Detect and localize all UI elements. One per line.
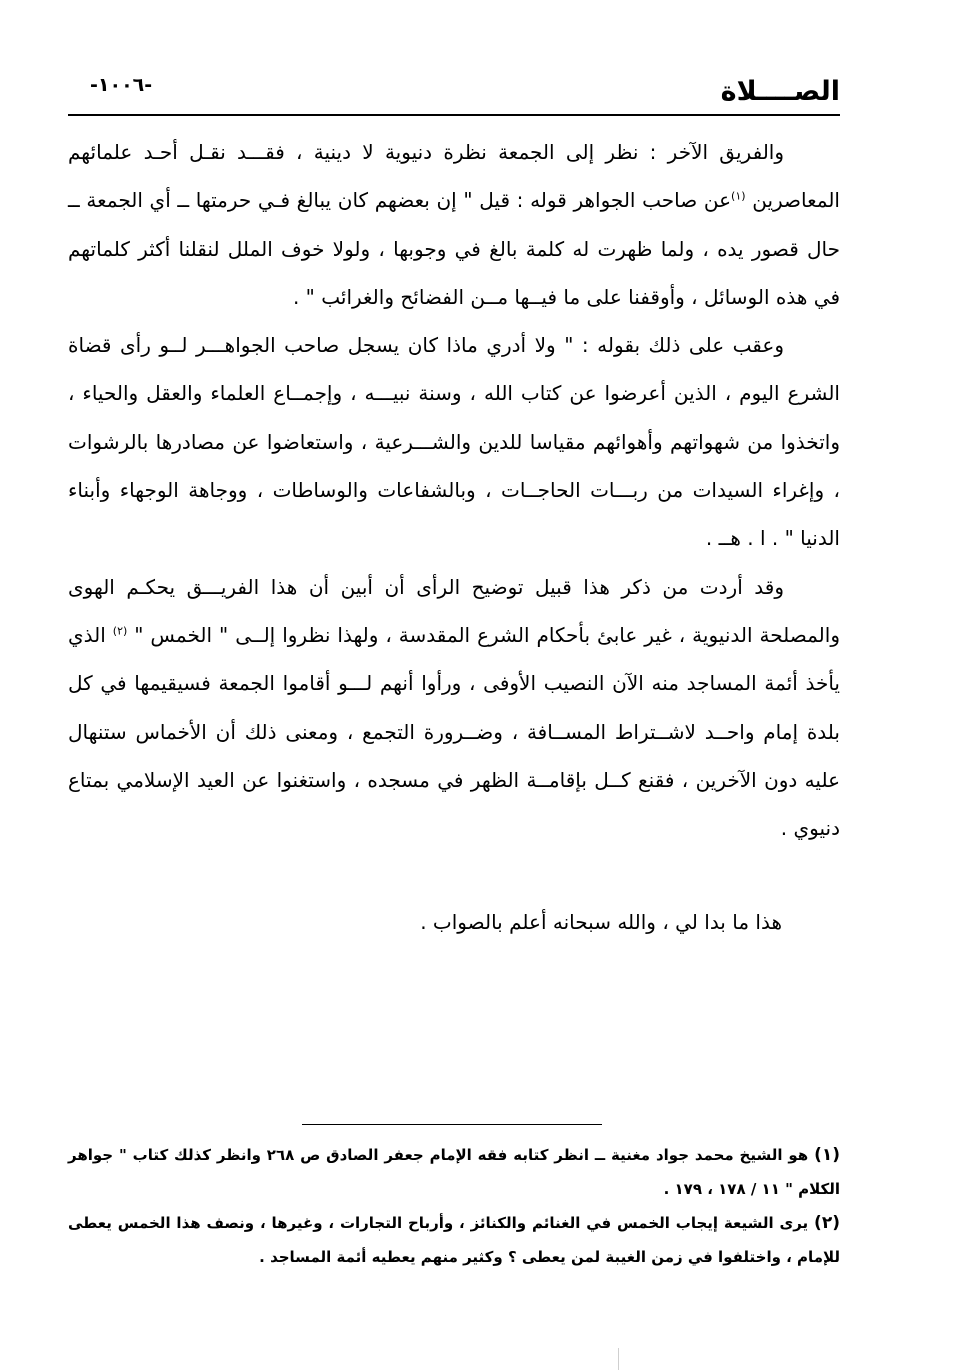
footnote-text: يرى الشيعة إيجاب الخمس في الغنائم والكنائز ، وأرباح التجارات ، وغيرها ، ونصف هذا الخمس يعطى للإمام ، واختلفوا في زمن الغيبة لمن يعطى ؟ وكثير منهم يعطيه أئمة المساجد . bbox=[68, 1214, 840, 1266]
footnote-ref[interactable]: (١) bbox=[731, 189, 746, 203]
paragraph-text: عن صاحب الجواهر قوله : قيل " إن بعضهم كان يبالغ فـي حرمتها ــ أي الجمعة ــ حال قصور يده ، ولما ظهرت له كلمة بالغ في وجوبها ، ولولا خوف الملل لنقلنا أكثر كلماتهم في هذه الوسائل ، وأوقفنا على ما فيــها مــن الفضائح والغرائب " . bbox=[68, 188, 840, 309]
paragraph bbox=[68, 321, 840, 562]
footnote-number: (١) bbox=[814, 1145, 841, 1165]
footnote-ref[interactable]: (٢) bbox=[112, 624, 128, 638]
footnotes bbox=[68, 1138, 840, 1274]
closing-line: هذا ما بدا لي ، والله سبحانه أعلم بالصواب . bbox=[420, 910, 782, 934]
footnote bbox=[68, 1138, 840, 1206]
chapter-title: الصــــلاة bbox=[720, 76, 840, 107]
footnote-divider bbox=[302, 1124, 602, 1125]
paragraph-text: وعقب على ذلك بقوله : " ولا أدري ماذا كان يسجل صاحب الجواهـــر لــو رأى قضاة الشرع اليوم ، الذين أعرضوا عن كتاب الله ، وسنة نبيـــه ، وإجمــاع العلماء والعقل والحياء ، واتخذوا من شهواتهم وأهوائهم مقياسا للدين والشـــرعية ، واستعاضوا عن مصادرها بالرشوات ، وإغراء السيدات من ربـــات الحاجــات ، وبالشفاعات والوساطات ، ووجاهة الوجهاء وأبناء الدنيا " . ا . هــ . bbox=[68, 333, 840, 551]
footnote-text: هو الشيخ محمد جواد مغنية ــ انظر كتابه فقه الإمام جعفر الصادق ص ٢٦٨ وانظر كذلك كتاب " جواهر الكلام " ١١ / ١٧٨ ، ١٧٩ . bbox=[68, 1146, 840, 1198]
page-number: -١٠٠٦- bbox=[90, 74, 153, 96]
footnote bbox=[68, 1206, 840, 1274]
paragraph-text: وقد أردت من ذكر هذا قبيل توضيح الرأى أن أبين أن هذا الفريـــق يحكـم الهوى والمصلحة الدنيوية ، غير عابئ بأحكام الشرع المقدسة ، ولهذا نظروا إلــى " الخمس " bbox=[68, 574, 840, 647]
paragraph bbox=[68, 563, 840, 853]
scan-mark bbox=[618, 1348, 619, 1370]
page-header bbox=[68, 70, 840, 116]
main-text bbox=[68, 128, 840, 852]
paragraph bbox=[68, 128, 840, 321]
paragraph-text: الذي يأخذ أئمة المساجد منه الآن النصيب الأوفى ، ورأوا أنهم لـــو أقاموا الجمعة فسيقيمها في كل بلدة إمام واحــد لاشــتراط المســافة ، وضــرورة التجمع ، ومعنى ذلك أن الأخماس ستنهال عليه دون الآخرين ، فقنع كــل بإقامــة الظهر في مسجده ، واستغنوا عن العيد الإسلامي بمتاع دنيوي . bbox=[68, 622, 840, 841]
paragraph-text: والفريق الآخر : نظر إلى الجمعة نظرة دنيوية لا دينية ، فقـــد نقـل أحـد علمائهم المعاصرين bbox=[68, 140, 840, 213]
footnote-number: (٢) bbox=[814, 1213, 840, 1233]
